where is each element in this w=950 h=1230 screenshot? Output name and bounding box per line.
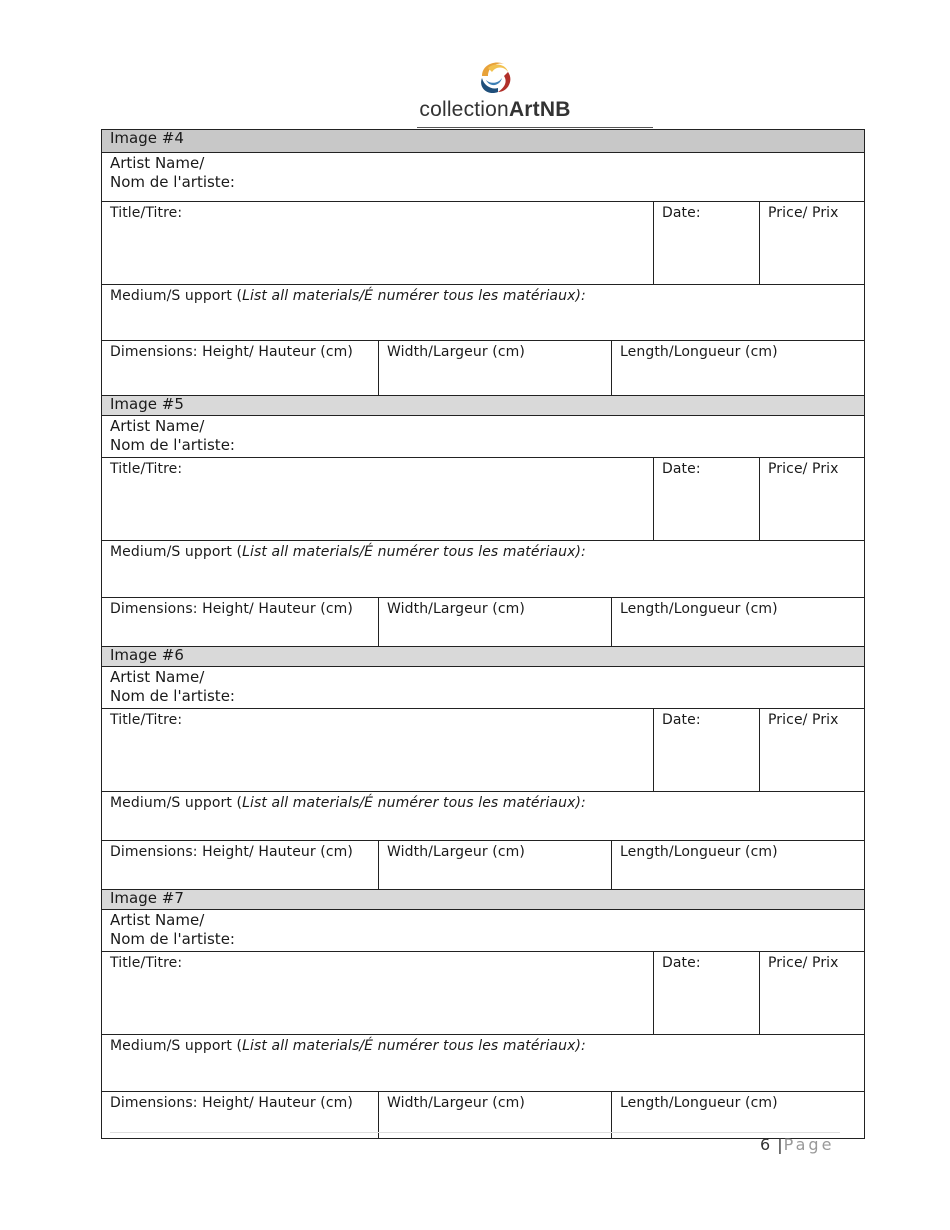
length-label: Length/Longueur (cm): [620, 601, 778, 617]
brand-name-bold: ArtNB: [508, 98, 571, 121]
date-field[interactable]: [653, 952, 759, 1034]
image-label: Image #7: [102, 890, 864, 909]
date-field[interactable]: [653, 458, 759, 540]
page-word: Page: [783, 1135, 835, 1154]
date-field[interactable]: [653, 709, 759, 791]
medium-label: Medium/S upport (: [110, 795, 243, 811]
artist-name-row[interactable]: [102, 415, 864, 457]
height-label: Dimensions: Height/ Hauteur (cm): [110, 344, 353, 360]
artist-label-en: Artist Name/: [110, 417, 205, 435]
width-label: Width/Largeur (cm): [387, 344, 525, 360]
price-label: Price/ Prix: [768, 955, 839, 971]
medium-hint: List all materials/É numérer tous les matériaux):: [242, 795, 586, 811]
price-field[interactable]: [759, 202, 864, 284]
width-label: Width/Largeur (cm): [387, 1095, 525, 1111]
width-field[interactable]: [378, 341, 611, 395]
length-field[interactable]: [611, 341, 864, 395]
title-label: Title/Titre:: [110, 712, 183, 728]
image-header-row: [102, 395, 864, 415]
artist-name-row[interactable]: [102, 666, 864, 708]
title-field[interactable]: [102, 458, 653, 540]
width-field[interactable]: [378, 841, 611, 889]
logo: [0, 58, 950, 122]
title-label: Title/Titre:: [110, 205, 183, 221]
page-separator: |: [777, 1135, 784, 1154]
dimensions-row: [102, 1091, 864, 1138]
title-field[interactable]: [102, 202, 653, 284]
price-label: Price/ Prix: [768, 712, 839, 728]
title-row: [102, 708, 864, 791]
artist-label-en: Artist Name/: [110, 668, 205, 686]
title-label: Title/Titre:: [110, 461, 183, 477]
artist-label-fr: Nom de l'artiste:: [110, 930, 235, 948]
length-field[interactable]: [611, 598, 864, 646]
title-row: [102, 201, 864, 284]
image-label: Image #4: [102, 130, 864, 152]
width-field[interactable]: [378, 598, 611, 646]
medium-row: [102, 540, 864, 597]
medium-field[interactable]: [102, 285, 864, 340]
title-field[interactable]: [102, 709, 653, 791]
collectionartnb-logo-icon: [474, 58, 516, 98]
date-label: Date:: [662, 205, 701, 221]
artist-label-en: Artist Name/: [110, 911, 205, 929]
length-field[interactable]: [611, 841, 864, 889]
price-field[interactable]: [759, 709, 864, 791]
price-field[interactable]: [759, 952, 864, 1034]
image-header-row: [102, 646, 864, 666]
height-label: Dimensions: Height/ Hauteur (cm): [110, 601, 353, 617]
length-label: Length/Longueur (cm): [620, 1095, 778, 1111]
image-label: Image #6: [102, 647, 864, 666]
artist-label-fr: Nom de l'artiste:: [110, 436, 235, 454]
medium-field[interactable]: [102, 1035, 864, 1091]
height-field[interactable]: [102, 341, 378, 395]
artwork-form: [101, 129, 865, 1139]
medium-hint: List all materials/É numérer tous les matériaux):: [242, 288, 586, 304]
artist-name-field[interactable]: [102, 416, 864, 457]
title-row: [102, 951, 864, 1034]
height-field[interactable]: [102, 598, 378, 646]
date-label: Date:: [662, 461, 701, 477]
length-label: Length/Longueur (cm): [620, 344, 778, 360]
height-label: Dimensions: Height/ Hauteur (cm): [110, 844, 353, 860]
dimensions-row: [102, 340, 864, 395]
artist-name-field[interactable]: [102, 667, 864, 708]
image-header-row: [102, 889, 864, 909]
date-field[interactable]: [653, 202, 759, 284]
artist-name-row[interactable]: [102, 152, 864, 201]
medium-field[interactable]: [102, 792, 864, 840]
price-label: Price/ Prix: [768, 205, 839, 221]
artist-label-fr: Nom de l'artiste:: [110, 687, 235, 705]
title-label: Title/Titre:: [110, 955, 183, 971]
dimensions-row: [102, 840, 864, 889]
artist-name-field[interactable]: [102, 153, 864, 201]
date-label: Date:: [662, 955, 701, 971]
artist-name-field[interactable]: [102, 910, 864, 951]
medium-row: [102, 1034, 864, 1091]
logo-divider: [417, 127, 653, 128]
page-footer: [760, 1135, 834, 1154]
date-label: Date:: [662, 712, 701, 728]
medium-hint: List all materials/É numérer tous les matériaux):: [242, 1038, 586, 1054]
medium-hint: List all materials/É numérer tous les matériaux):: [242, 544, 586, 560]
medium-row: [102, 284, 864, 340]
artist-name-row[interactable]: [102, 909, 864, 951]
image-label: Image #5: [102, 396, 864, 415]
medium-field[interactable]: [102, 541, 864, 597]
medium-label: Medium/S upport (: [110, 544, 243, 560]
width-label: Width/Largeur (cm): [387, 844, 525, 860]
image-header-row: [102, 130, 864, 152]
medium-row: [102, 791, 864, 840]
height-field[interactable]: [102, 841, 378, 889]
price-label: Price/ Prix: [768, 461, 839, 477]
dimensions-row: [102, 597, 864, 646]
footer-divider: [110, 1132, 840, 1133]
width-label: Width/Largeur (cm): [387, 601, 525, 617]
artist-label-en: Artist Name/: [110, 154, 205, 172]
artist-label-fr: Nom de l'artiste:: [110, 173, 235, 191]
title-row: [102, 457, 864, 540]
page-number: 6: [760, 1135, 772, 1154]
length-label: Length/Longueur (cm): [620, 844, 778, 860]
height-label: Dimensions: Height/ Hauteur (cm): [110, 1095, 353, 1111]
medium-label: Medium/S upport (: [110, 1038, 243, 1054]
title-field[interactable]: [102, 952, 653, 1034]
medium-label: Medium/S upport (: [110, 288, 243, 304]
brand-name-light: collection: [419, 98, 509, 121]
price-field[interactable]: [759, 458, 864, 540]
